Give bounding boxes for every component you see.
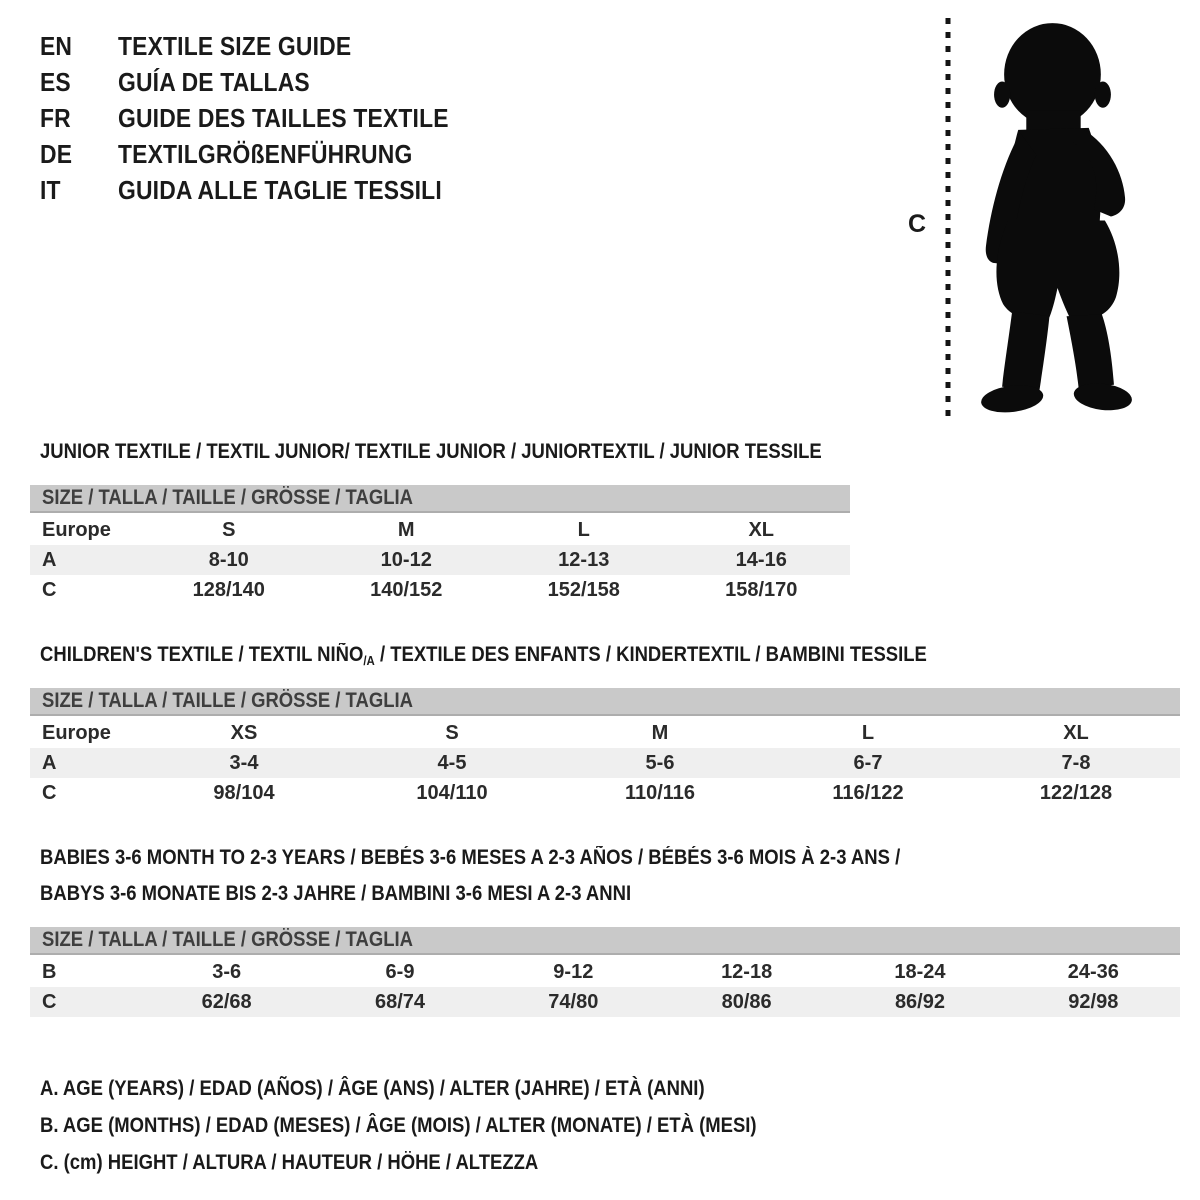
language-row [40,172,494,208]
cell-value: M [651,721,669,744]
cell-value: 110/116 [624,781,696,804]
cell-value: 12-18 [721,960,773,983]
language-row [40,136,494,172]
section-title-line [40,637,1180,673]
cell-value: S [445,721,459,744]
section-title-text [40,840,900,876]
table-row-c [30,987,1180,1017]
size-table-junior [30,515,850,605]
section-title-text [40,637,927,679]
cell-value: XL [748,518,775,541]
language-title-list [40,28,494,208]
cell-value: XS [230,721,258,744]
row-label: Europe [42,518,111,541]
language-code: EN [40,30,73,61]
cell-value: 104/110 [416,781,488,804]
toddler-silhouette-icon [958,14,1153,422]
section-title-children [40,637,1180,673]
cell-value: 122/128 [1039,781,1113,804]
legend-text: C. (cm) HEIGHT / ALTURA / HAUTEUR / HÖHE / ALTEZZA [40,1151,539,1174]
cell-value: 8-10 [208,548,249,571]
cell-value: XL [1063,721,1089,744]
guide-title-en: TEXTILE SIZE GUIDE [118,30,352,61]
language-code: IT [40,174,61,205]
cell-value: 10-12 [380,548,432,571]
cell-value: 4-5 [437,751,467,774]
section-title-text [40,434,822,470]
row-label: B [42,960,57,983]
guide-title-fr: GUIDE DES TAILLES TEXTILE [118,102,449,133]
language-code: ES [40,66,71,97]
cell-value: 116/122 [832,781,904,804]
cell-value: M [397,518,415,541]
legend-text: A. AGE (YEARS) / EDAD (AÑOS) / ÂGE (ANS) / ALTER (JAHRE) / ETÀ (ANNI) [40,1077,705,1100]
table-row-europe [30,718,1180,748]
cell-value: 9-12 [553,960,594,983]
guide-title-it: GUIDA ALLE TAGLIE TESSILI [118,174,442,205]
size-header-text: SIZE / TALLA / TAILLE / GRÖSSE / TAGLIA [42,928,413,951]
guide-title-es: GUÍA DE TALLAS [118,66,310,97]
legend-line-c [40,1144,854,1181]
language-row [40,64,494,100]
cell-value: 68/74 [374,990,426,1013]
row-label: C [42,781,57,804]
size-header-text: SIZE / TALLA / TAILLE / GRÖSSE / TAGLIA [42,689,413,712]
cell-value: 80/86 [721,990,772,1013]
cell-value: 128/140 [192,578,265,601]
row-label: C [42,578,57,601]
section-title-line [40,840,1180,876]
section-junior [30,434,850,605]
cell-value: L [861,721,875,744]
legend-text: B. AGE (MONTHS) / EDAD (MESES) / ÂGE (MOIS) / ALTER (MONATE) / ETÀ (MESI) [40,1114,757,1137]
cell-value: L [577,518,590,541]
cell-value: 7-8 [1061,751,1091,774]
size-header-junior [30,485,850,513]
row-label: A [42,751,57,774]
table-row-b [30,957,1180,987]
legend [40,1070,854,1181]
table-row-a [30,748,1180,778]
language-code: FR [40,102,71,133]
size-header-text: SIZE / TALLA / TAILLE / GRÖSSE / TAGLIA [42,486,413,509]
cell-value: 98/104 [213,781,275,804]
cell-value: 5-6 [645,751,675,774]
size-table-babies [30,957,1180,1017]
table-row-a [30,545,850,575]
cell-value: 24-36 [1067,960,1119,983]
table-row-c [30,575,850,605]
cell-value: 92/98 [1068,990,1119,1013]
cell-value: 14-16 [735,548,787,571]
cell-value: 86/92 [894,990,945,1013]
legend-line-a [40,1070,854,1107]
cell-value: 152/158 [547,578,620,601]
section-title-line [40,876,1180,912]
cell-value: 62/68 [201,990,252,1013]
toddler-silhouette-shapes [980,23,1134,416]
section-title-junior [40,434,850,470]
title-segment: CHILDREN'S TEXTILE / TEXTIL NIÑO [40,643,364,666]
section-children [30,637,1180,808]
cell-value: S [222,518,236,541]
cell-value: 74/80 [548,990,599,1013]
cell-value: 18-24 [894,960,946,983]
section-babies [30,840,1180,1017]
cell-value: 3-4 [229,751,259,774]
section-title-line [40,434,850,470]
row-label: C [42,990,57,1013]
title-segment: BABIES 3-6 MONTH TO 2-3 YEARS / BEBÉS 3-6 MESES A 2-3 AÑOS / BÉBÉS 3-6 MOIS À 2-3 ANS / [40,846,901,869]
row-label: Europe [42,721,111,744]
title-segment: BABYS 3-6 MONATE BIS 2-3 JAHRE / BAMBINI 3-6 MESI A 2-3 ANNI [40,882,632,905]
table-row-c [30,778,1180,808]
cell-value: 158/170 [725,578,798,601]
title-segment: / TEXTILE DES ENFANTS / KINDERTEXTIL / BAMBINI TESSILE [374,643,927,666]
size-header-babies [30,927,1180,955]
language-row [40,100,494,136]
section-title-babies [40,840,1180,912]
cell-value: 6-9 [385,960,415,983]
size-header-children [30,688,1180,716]
size-table-children [30,718,1180,808]
cell-value: 140/152 [370,578,443,601]
language-code: DE [40,138,73,169]
table-row-europe [30,515,850,545]
row-label: A [42,548,57,571]
title-segment: JUNIOR TEXTILE / TEXTIL JUNIOR/ TEXTILE JUNIOR / JUNIORTEXTIL / JUNIOR TESSILE [40,440,822,463]
guide-title-de: TEXTILGRÖßENFÜHRUNG [118,138,413,169]
title-subscript: /A [363,653,375,668]
cell-value: 12-13 [558,548,610,571]
section-title-text [40,876,631,912]
language-row [40,28,494,64]
height-measure-label: C [908,210,927,238]
cell-value: 6-7 [853,751,883,774]
height-measure-dashed-line [943,16,953,420]
cell-value: 3-6 [212,960,242,983]
legend-line-b [40,1107,854,1144]
